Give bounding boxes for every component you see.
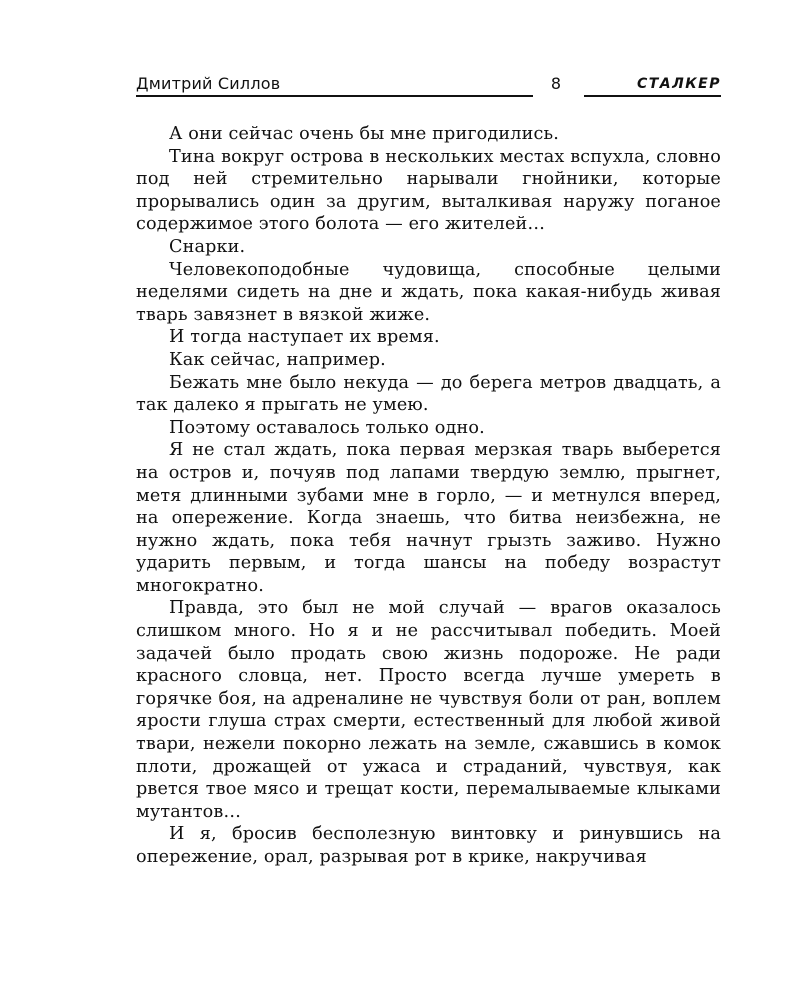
paragraph: А они сейчас очень бы мне пригодились. [169, 124, 559, 144]
paragraph: Человекоподобные чудовища, способные целыми неделями сидеть на дне и ждать, пока какая-нибудь живая тварь завязнет в вязкой жиже. [136, 259, 721, 325]
author-name: Дмитрий Силлов [136, 74, 281, 93]
paragraph: Бежать мне было некуда — до берега метров двадцать, а так далеко я прыгать не умею. [136, 372, 721, 416]
header-rule-right [584, 95, 721, 97]
page-number: 8 [550, 74, 562, 93]
body-text [136, 123, 721, 869]
series-title: СТАЛКЕР [636, 76, 721, 92]
paragraph: И я, бросив бесполезную винтовку и ринувшись на опережение, орал, разрывая рот в крике, накручивая [136, 824, 721, 867]
paragraph: Я не стал ждать, пока первая мерзкая тварь выберется на остров и, почуяв под лапами твердую землю, прыгнет, метя длинными зубами мне в горло, — и метнулся вперед, на опережение. Когда знаешь, что битва неизбежна, не нужно ждать, пока тебя начнут грызть заживо. Нужно ударить первым, и тогда шансы на победу возрастут многократно. [136, 440, 721, 596]
paragraph: Правда, это был не мой случай — врагов оказалось слишком много. Но я и не рассчитывал победить. Моей задачей было продать свою жизнь подороже. Не ради красного словца, нет. Просто всегда лучше умереть в горячке боя, на адреналине не чувствуя боли от ран, воплем ярости глуша страх смерти, естественный для любой живой твари, нежели покорно лежать на земле, сжавшись в комок плоти, дрожащей от ужаса и страданий, чувствуя, как рвется твое мясо и трещат кости, перемалываемые клыками мутантов… [136, 598, 721, 822]
running-head [136, 74, 721, 98]
paragraph: И тогда наступает их время. [169, 327, 440, 348]
paragraph: Тина вокруг острова в нескольких местах вспухла, словно под ней стремительно нарывали гнойники, которые прорывались один за другим, выталкивая наружу поганое содержимое этого болота — его жителей… [136, 146, 721, 235]
paragraph: Снарки. [169, 236, 246, 257]
paragraph: Как сейчас, например. [169, 349, 386, 370]
header-rule-left [136, 95, 533, 97]
paragraph: Поэтому оставалось только одно. [169, 417, 485, 438]
